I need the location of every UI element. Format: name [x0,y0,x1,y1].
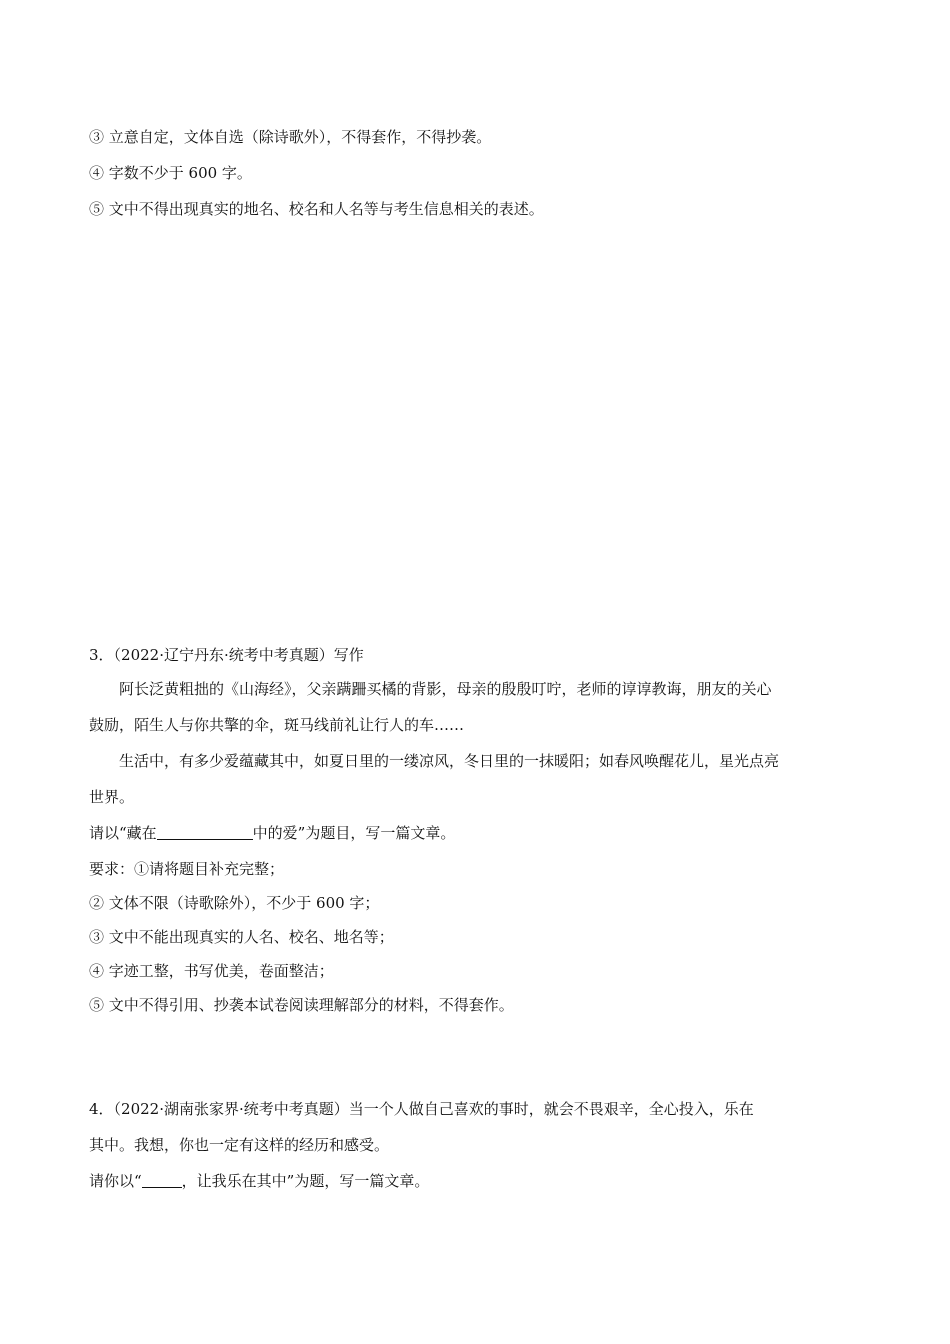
q3-requirement-2: ② 文体不限（诗歌除外），不少于 600 字； [89,894,380,912]
q3-title-prompt [89,822,861,844]
q3-paragraph-2-line-2: 世界。 [89,788,135,806]
q2-requirement-4: ④ 字数不少于 600 字。 [89,164,252,182]
q3-title-blank [157,823,253,840]
q4-line-1: 4．（2022·湖南张家界·统考中考真题）当一个人做自己喜欢的事时，就会不畏艰辛，全心投入，乐在 [89,1100,754,1118]
q4-line-2: 其中。我想，你也一定有这样的经历和感受。 [89,1136,390,1154]
q3-paragraph-1-line-1: 阿长泛黄粗拙的《山海经》，父亲蹒跚买橘的背影，母亲的殷殷叮咛，老师的谆谆教诲，朋友的关心 [119,680,772,698]
q3-paragraph-1-line-2: 鼓励，陌生人与你共擎的伞，斑马线前礼让行人的车…… [89,716,465,734]
q3-requirement-5: ⑤ 文中不得引用、抄袭本试卷阅读理解部分的材料，不得套作。 [89,996,514,1014]
q3-paragraph-2-line-1: 生活中，有多少爱蕴藏其中，如夏日里的一缕凉风，冬日里的一抹暖阳；如春风唤醒花儿，星光点亮 [119,752,780,770]
q3-prompt-before: 请以“藏在 [89,824,157,842]
q2-requirement-3: ③ 立意自定，文体自选（除诗歌外），不得套作，不得抄袭。 [89,128,492,146]
q2-requirement-5: ⑤ 文中不得出现真实的地名、校名和人名等与考生信息相关的表述。 [89,200,544,218]
q4-prompt-before: 请你以“ [89,1172,142,1190]
q3-requirement-4: ④ 字迹工整，书写优美，卷面整洁； [89,962,334,980]
q3-header: 3．（2022·辽宁丹东·统考中考真题）写作 [89,646,364,664]
q4-title-prompt [89,1170,861,1192]
q3-requirement-intro: 要求：①请将题目补充完整； [89,860,285,878]
q4-title-blank [142,1171,182,1188]
q3-prompt-after: 中的爱”为题目，写一篇文章。 [252,824,456,842]
q4-prompt-after: ，让我乐在其中”为题，写一篇文章。 [181,1172,430,1190]
q3-requirement-3: ③ 文中不能出现真实的人名、校名、地名等； [89,928,394,946]
